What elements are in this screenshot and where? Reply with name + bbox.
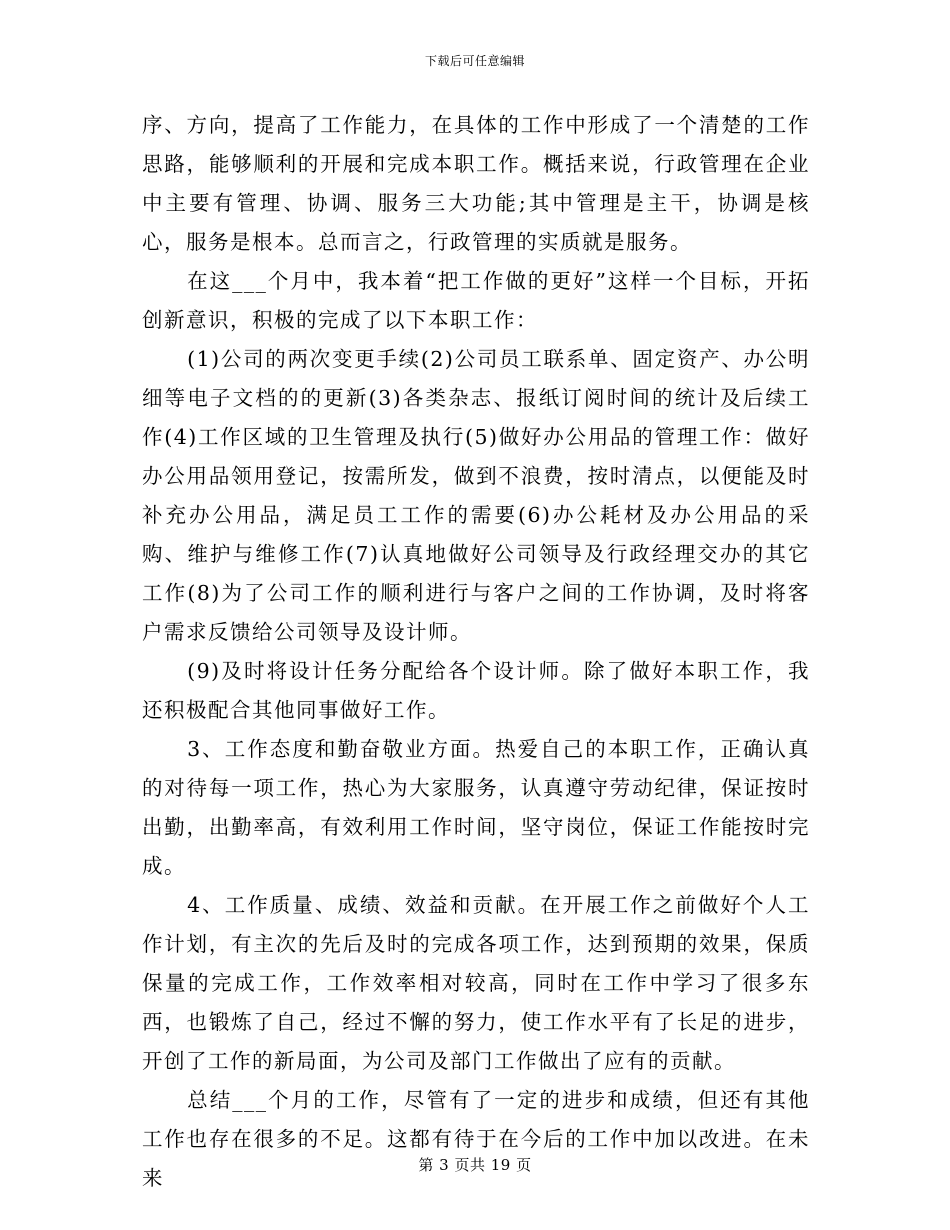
paragraph-3: (1)公司的两次变更手续(2)公司员工联系单、固定资产、办公明细等电子文档的的更新(3)各类杂志、报纸订阅时间的统计及后续工作(4)工作区域的卫生管理及执行(5)做好办公用品的管理工作：做好办公用品领用登记，按需所发，做到不浪费，按时清点，以便能及时补充办公用品，满足员工工作的需要(6)办公耗材及办公用品的采购、维护与维修工作(7)认真地做好公司领导及行政经理交办的其它工作(8)为了公司工作的顺利进行与客户之间的工作协调，及时将客户需求反馈给公司领导及设计师。 bbox=[142, 347, 810, 644]
paragraph-2: 在这___个月中，我本着“把工作做的更好”这样一个目标，开拓创新意识，积极的完成了以下本职工作： bbox=[142, 269, 810, 332]
paragraph-6: 4、工作质量、成绩、效益和贡献。在开展工作之前做好个人工作计划，有主次的先后及时的完成各项工作，达到预期的效果，保质保量的完成工作，工作效率相对较高，同时在工作中学习了很多东西，也锻炼了自己，经过不懈的努力，使工作水平有了长足的进步，开创了工作的新局面，为公司及部门工作做出了应有的贡献。 bbox=[142, 893, 810, 1073]
page-number-footer: 第 3 页共 19 页 bbox=[418, 1156, 532, 1174]
document-body bbox=[142, 106, 810, 1198]
paragraph-4: (9)及时将设计任务分配给各个设计师。除了做好本职工作，我还积极配合其他同事做好工作。 bbox=[142, 659, 810, 722]
paragraph-1: 序、方向，提高了工作能力，在具体的工作中形成了一个清楚的工作思路，能够顺利的开展和完成本职工作。概括来说，行政管理在企业中主要有管理、协调、服务三大功能;其中管理是主干，协调是核心，服务是根本。总而言之，行政管理的实质就是服务。 bbox=[142, 113, 810, 254]
paragraph-7: 总结___个月的工作，尽管有了一定的进步和成绩，但还有其他工作也存在很多的不足。这都有待于在今后的工作中加以改进。在未来 bbox=[142, 1088, 810, 1190]
paragraph-5: 3、工作态度和勤奋敬业方面。热爱自己的本职工作，正确认真的对待每一项工作，热心为大家服务，认真遵守劳动纪律，保证按时出勤，出勤率高，有效利用工作时间，坚守岗位，保证工作能按时完成。 bbox=[142, 737, 810, 878]
page-header: 下载后可任意编辑 bbox=[424, 54, 525, 68]
